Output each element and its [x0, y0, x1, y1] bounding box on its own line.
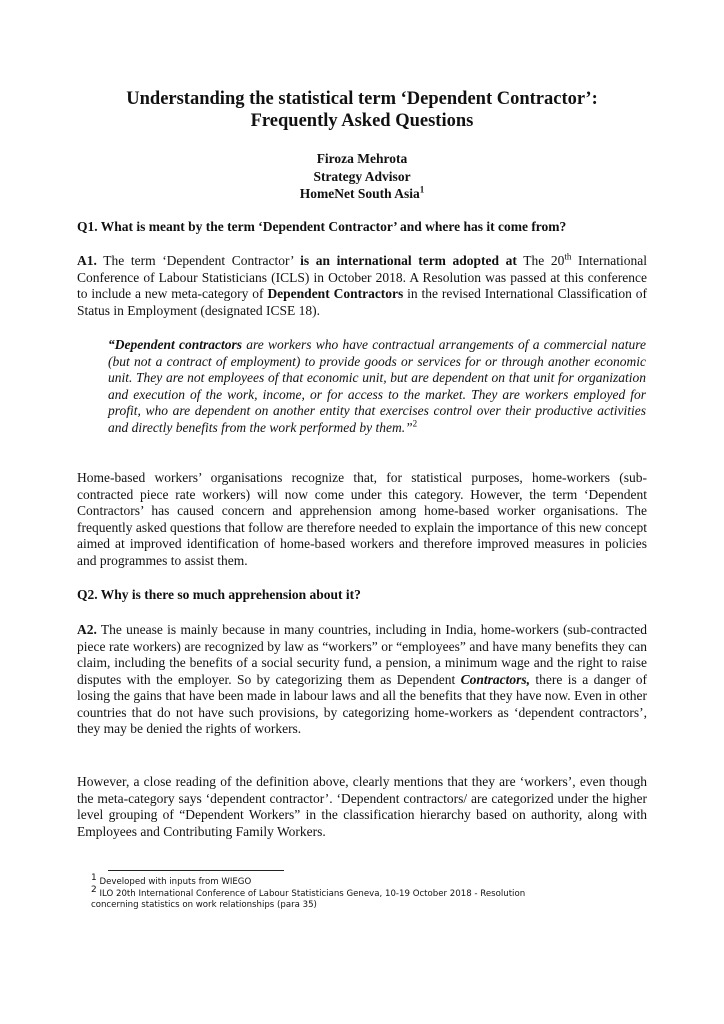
footnote-2: $^2$ ILO 20th International Conference of Labour Statisticians Geneva, 10-19 October 2018 - Resolution concerning statistics on work relationships (para 35): [91, 884, 526, 911]
footnote-ref-1: 1: [419, 184, 425, 195]
author-name: Firoza Mehrota: [316, 151, 408, 166]
footnote-divider: [108, 870, 284, 871]
home-based-workers-paragraph: Home-based workers’ organisations recognize that, for statistical purposes, home-workers (sub-contracted piece rate workers) will now come under this category. However, the term ‘Dependent Contractors’ has caused concern and apprehension among home-based worker organisations. The frequently asked questions that follow are therefore needed to explain the importance of this new concept aimed at improved identification of home-based workers and therefore improved measures in policies and programmes to assist them.: [77, 470, 647, 568]
footnote-ref-2: 2: [412, 418, 418, 428]
close-reading-paragraph: However, a close reading of the definition above, clearly mentions that they are ‘workers’, even though the meta-category says ‘dependent contractor’. ‘Dependent contractors/ are categorized under the higher level grouping of “Dependent Workers” in the classification hierarchy based on authority, along with Employees and Contributing Family Workers.: [77, 774, 647, 839]
author-org-line: [60, 185, 664, 203]
title-line-1: Understanding the statistical term ‘Dependent Contractor’:: [126, 89, 598, 109]
question-2: Q2. Why is there so much apprehension about it?: [77, 587, 361, 602]
document-title: [60, 88, 664, 132]
title-line-2: Frequently Asked Questions: [250, 111, 474, 131]
footnote-1: $^1$ Developed with inputs from WIEGO: [91, 873, 252, 887]
answer-1-paragraph: A1. The term ‘Dependent Contractor’ is an international term adopted at The 20th International Conference of Labour Statisticians (ICLS) in October 2018. A Resolution was passed at this conference to include a new meta-category of Dependent Contractors in the revised International Classification of Status in Employment (designated ICSE 18).: [77, 251, 647, 318]
question-1: Q1. What is meant by the term ‘Dependent Contractor’ and where has it come from?: [77, 219, 567, 234]
answer-1-label: A1.: [77, 253, 97, 268]
author-org: HomeNet South Asia: [299, 186, 420, 201]
footnotes: [91, 873, 561, 912]
answer-2-label: A2.: [77, 622, 97, 637]
author-block: [60, 150, 664, 203]
author-role: Strategy Advisor: [313, 168, 411, 184]
answer-2-paragraph: A2. The unease is mainly because in many countries, including in India, home-workers (sub-contracted piece rate workers) are recognized by law as “workers” or “employees” and have many benefits they can claim, including the benefits of a social security fund, a pension, a minimum wage and the right to raise disputes with the employer. So by categorizing them as Dependent Contractors, there is a danger of losing the gains that have been made in labour laws and all the benefits that they have now. Even in other countries that do not have such provisions, by categorizing home-workers as ‘dependent contractors’, they may be denied the rights of workers.: [77, 622, 647, 736]
definition-quote: “Dependent contractors are workers who have contractual arrangements of a commercial nature (but not a contract of employment) to provide goods or services for or through another economic unit. They are not employees of that economic unit, but are dependent on that unit for organization and execution of the work, income, or for access to the market. They are workers employed for profit, who are dependent on another entity that exercises control over their productive activities and directly benefits from the work performed by them.”$^2$: [108, 337, 646, 435]
